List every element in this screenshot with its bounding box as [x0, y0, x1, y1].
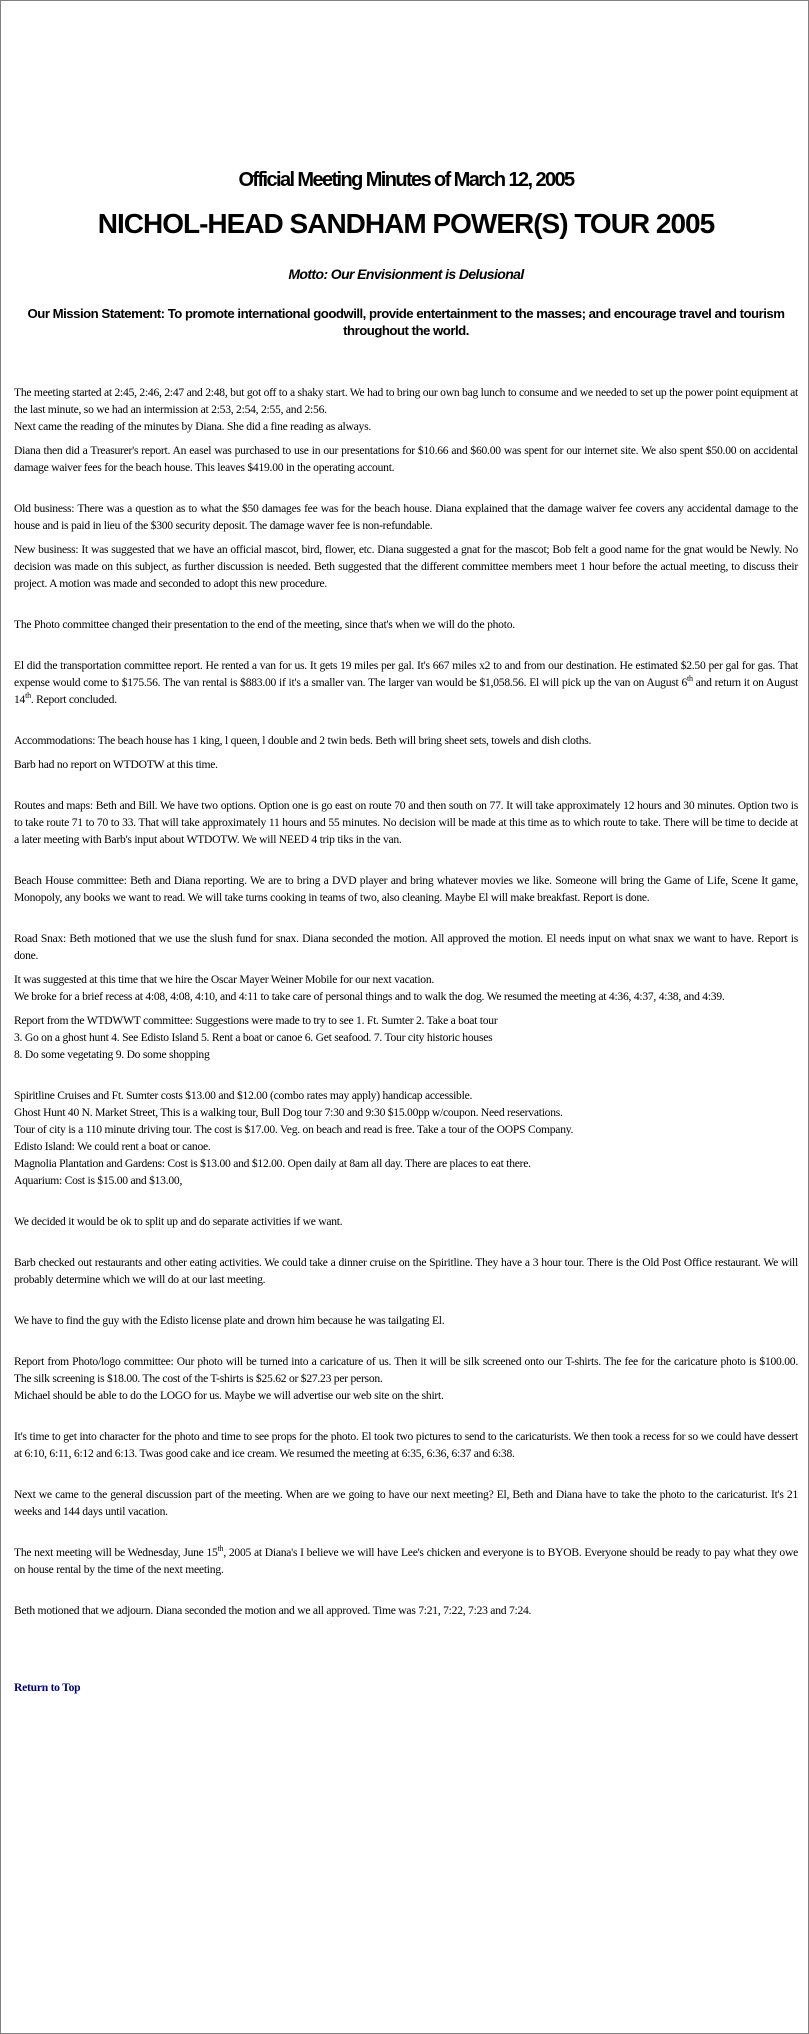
- paragraph-edisto-plate: We have to find the guy with the Edisto license plate and drown him because he was tailgating El.: [14, 1314, 445, 1327]
- paragraph-photo-logo-2: Michael should be able to do the LOGO for us. Maybe we will advertise our web site on the shirt.: [14, 1389, 444, 1402]
- paragraph-ghost-hunt: Ghost Hunt 40 N. Market Street, This is a walking tour, Bull Dog tour 7:30 and 9:30 $15.00pp w/coupon. Need reservations.: [14, 1106, 563, 1119]
- mission-statement: Our Mission Statement: To promote international goodwill, provide entertainment to the masses; and encourage travel and tourism throughout the world.: [27, 306, 785, 338]
- tour-heading: NICHOL-HEAD SANDHAM POWER(S) TOUR 2005: [97, 208, 715, 239]
- next-meeting-sup: th: [217, 1544, 224, 1554]
- paragraph-photo-committee: The Photo committee changed their presentation to the end of the meeting, since that's when we will do the photo.: [14, 618, 515, 631]
- paragraph-new-business: New business: It was suggested that we have an official mascot, bird, flower, etc. Diana suggested a gnat for the mascot; Bob felt a good name for the gnat would be Newly. No decision was made on this subject, as further discussion is needed. Beth suggested that the different committee members meet 1 hour before the actual meeting, to discuss their project. A motion was made and seconded to adopt this new procedure.: [14, 543, 798, 590]
- next-meeting-text-a: The next meeting will be Wednesday, June 15: [14, 1546, 218, 1559]
- paragraph-old-business: Old business: There was a question as to what the $50 damages fee was for the beach house. Diana explained that the damage waiver fee covers any accidental damage to the house and is paid in lieu of the $300 security deposit. The damage waver fee is non-refundable.: [14, 502, 798, 532]
- transport-sup-2: th: [25, 691, 31, 701]
- motto: Motto: Our Envisionment is Delusional: [288, 266, 524, 282]
- transport-text-a: El did the transportation committee report. He rented a van for us. It gets 19 miles per gal. It's 667 miles x2 to and from our destination. He estimated $2.50 per gal for gas. That expense would come to $175.56. The van rental is $883.00 if it's a smaller van. The larger van would be $1,058.56. El will pick up the van on August 6: [14, 659, 798, 689]
- paragraph-wtdotw: Barb had no report on WTDOTW at this time.: [14, 758, 218, 771]
- transport-sup-1: th: [687, 674, 693, 684]
- paragraph-recess: We broke for a brief recess at 4:08, 4:08, 4:10, and 4:11 to take care of personal things and to walk the dog. We resumed the meeting at 4:36, 4:37, 4:38, and 4:39.: [14, 990, 725, 1003]
- minutes-document: [14, 169, 798, 1696]
- paragraph-treasurer-report: Diana then did a Treasurer's report. An easel was purchased to use in our presentations for $10.66 and $60.00 was spent for our internet site. We also spent $50.00 on accidental damage waiver fees for the beach house. This leaves $419.00 in the operating account.: [14, 444, 798, 474]
- paragraph-wtdwwt-1: Report from the WTDWWT committee: Suggestions were made to try to see 1. Ft. Sumter 2. Take a boat tour: [14, 1014, 498, 1027]
- paragraph-restaurants: Barb checked out restaurants and other eating activities. We could take a dinner cruise on the Spiritline. They have a 3 hour tour. There is the Old Post Office restaurant. We will probably determine which we will do at our last meeting.: [14, 1256, 798, 1286]
- paragraph-aquarium: Aquarium: Cost is $15.00 and $13.00,: [14, 1174, 183, 1187]
- paragraph-split-up: We decided it would be ok to split up and do separate activities if we want.: [14, 1215, 343, 1228]
- return-to-top-link[interactable]: Return to Top: [14, 1681, 81, 1694]
- paragraph-routes: Routes and maps: Beth and Bill. We have two options. Option one is go east on route 70 and then south on 77. It will take approximately 12 hours and 30 minutes. Option two is to take route 71 to 70 to 33. That will take approximately 11 hours and 55 minutes. No decision will be made at this time as to which route to take. There will be time to decide at a later meeting with Barb's input about WTDOTW. We will NEED 4 trip tiks in the van.: [14, 799, 798, 846]
- paragraph-spiritline: Spiritline Cruises and Ft. Sumter costs $13.00 and $12.00 (combo rates may apply) handicap accessible.: [14, 1089, 473, 1102]
- paragraph-city-tour: Tour of city is a 110 minute driving tour. The cost is $17.00. Veg. on beach and read is free. Take a tour of the OOPS Company.: [14, 1123, 574, 1136]
- paragraph-wtdwwt-2: 3. Go on a ghost hunt 4. See Edisto Island 5. Rent a boat or canoe 6. Get seafood. 7. Tour city historic houses: [14, 1031, 493, 1044]
- paragraph-meeting-start: The meeting started at 2:45, 2:46, 2:47 and 2:48, but got off to a shaky start. We had to bring our own bag lunch to consume and we needed to set up the power point equipment at the last minute, so we had an intermission at 2:53, 2:54, 2:55, and 2:56.: [14, 386, 798, 416]
- paragraph-adjourn: Beth motioned that we adjourn. Diana seconded the motion and we all approved. Time was 7:21, 7:22, 7:23 and 7:24.: [14, 1604, 532, 1617]
- transport-text-c: . Report concluded.: [30, 693, 117, 706]
- paragraph-general-discussion: Next we came to the general discussion part of the meeting. When are we going to have our next meeting? El, Beth and Diana have to take the photo to the caricaturist. It's 21 weeks and 144 days until vacation.: [14, 1488, 798, 1518]
- paragraph-edisto: Edisto Island: We could rent a boat or canoe.: [14, 1140, 211, 1153]
- paragraph-minutes-reading: Next came the reading of the minutes by Diana. She did a fine reading as always.: [14, 420, 371, 433]
- next-meeting-text-b: , 2005 at Diana's I believe we will have Lee's chicken and everyone is to BYOB. Everyone should be ready to pay what they owe on house rental by the time of the next meeting.: [14, 1546, 798, 1576]
- transport-text-b: and return it on August 14: [14, 676, 798, 706]
- paragraph-weiner-mobile: It was suggested at this time that we hire the Oscar Mayer Weiner Mobile for our next vacation.: [14, 973, 435, 986]
- document-title: Official Meeting Minutes of March 12, 2005: [238, 169, 574, 191]
- paragraph-road-snax: Road Snax: Beth motioned that we use the slush fund for snax. Diana seconded the motion. All approved the motion. El needs input on what snax we want to have. Report is done.: [14, 932, 798, 962]
- paragraph-beach-house: Beach House committee: Beth and Diana reporting. We are to bring a DVD player and bring whatever movies we like. Someone will bring the Game of Life, Scene It game, Monopoly, any books we want to read. We will take turns cooking in teams of two, also cleaning. Maybe El will make breakfast. Report is done.: [14, 874, 798, 904]
- paragraph-magnolia: Magnolia Plantation and Gardens: Cost is $13.00 and $12.00. Open daily at 8am all day. There are places to eat there.: [14, 1157, 531, 1170]
- paragraph-wtdwwt-3: 8. Do some vegetating 9. Do some shopping: [14, 1048, 210, 1061]
- paragraph-next-meeting: [14, 1544, 798, 1578]
- paragraph-photo-logo-1: Report from Photo/logo committee: Our photo will be turned into a caricature of us. Then it will be silk screened onto our T-shirts. The fee for the caricature photo is $100.00. The silk screening is $18.00. The cost of the T-shirts is $25.62 or $27.23 per person.: [14, 1355, 798, 1385]
- paragraph-accommodations: Accommodations: The beach house has 1 king, l queen, l double and 2 twin beds. Beth will bring sheet sets, towels and dish cloths.: [14, 734, 592, 747]
- paragraph-character: It's time to get into character for the photo and time to see props for the photo. El took two pictures to send to the caricaturists. We then took a recess for so we could have dessert at 6:10, 6:11, 6:12 and 6:13. Twas good cake and ice cream. We resumed the meeting at 6:35, 6:36, 6:37 and 6:38.: [14, 1430, 798, 1460]
- paragraph-transportation: [14, 657, 798, 708]
